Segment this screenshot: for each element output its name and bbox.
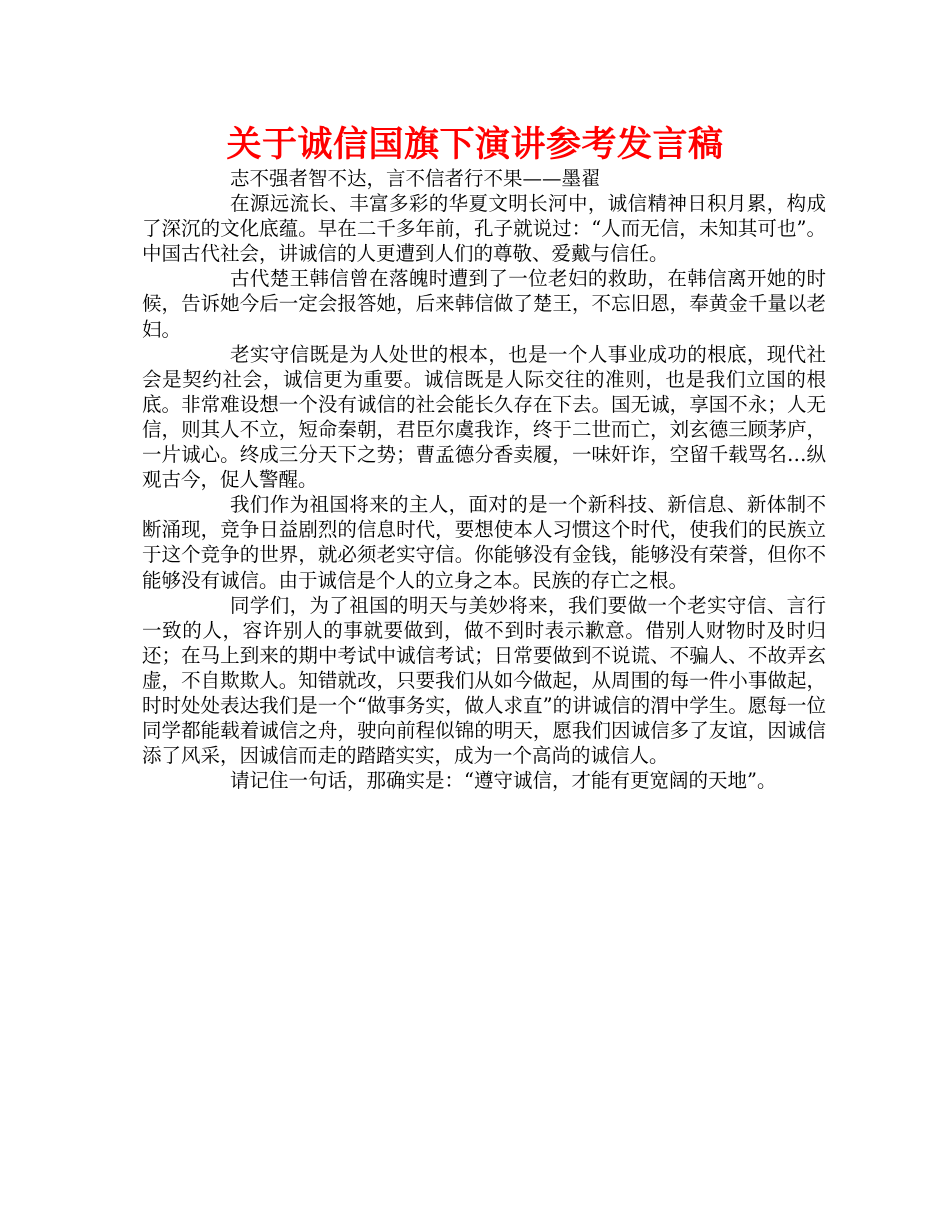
epigraph-paragraph: 志不强者智不达，言不信者行不果——墨翟 (230, 167, 601, 190)
body-paragraph: 古代楚王韩信曾在落魄时遭到了一位老妇的救助，在韩信离开她的时候，告诉她今后一定会报答她，后来韩信做了楚王，不忘旧恩，奉黄金千量以老妇。 (142, 267, 826, 341)
body-paragraph: 老实守信既是为人处世的根本，也是一个人事业成功的根底，现代社会是契约社会，诚信更为重要。诚信既是人际交往的准则，也是我们立国的根底。非常难设想一个没有诚信的社会能长久存在下去。国无诚，享国不永；人无信，则其人不立，短命秦朝，君臣尔虞我诈，终于二世而亡，刘玄德三顾茅庐，一片诚心。终成三分天下之势；曹孟德分香卖履，一味奸诈，空留千载骂名…纵观古今，促人警醒。 (142, 342, 826, 492)
document-title: 关于诚信国旗下演讲参考发言稿 (226, 125, 724, 165)
body-paragraph: 同学们，为了祖国的明天与美妙将来，我们要做一个老实守信、言行一致的人，容许别人的事就要做到，做不到时表示歉意。借别人财物时及时归还；在马上到来的期中考试中诚信考试；日常要做到不说谎、不骗人、不故弄玄虚，不自欺欺人。知错就改，只要我们从如今做起，从周围的每一件小事做起，时时处处表达我们是一个“做事务实，做人求直”的讲诚信的渭中学生。愿每一位同学都能载着诚信之舟，驶向前程似锦的明天，愿我们因诚信多了友谊，因诚信添了风采，因诚信而走的踏踏实实，成为一个高尚的诚信人。 (142, 593, 826, 768)
document-body (142, 166, 826, 793)
body-paragraph: 在源远流长、丰富多彩的华夏文明长河中，诚信精神日积月累，构成了深沉的文化底蕴。早在二千多年前，孔子就说过：“人而无信，未知其可也”。中国古代社会，讲诚信的人更遭到人们的尊敬、爱戴与信任。 (142, 192, 826, 266)
closing-paragraph: 请记住一句话，那确实是：“遵守诚信，才能有更宽阔的天地”。 (230, 769, 777, 793)
body-paragraph: 我们作为祖国将来的主人，面对的是一个新科技、新信息、新体制不断涌现，竞争日益剧烈的信息时代，要想使本人习惯这个时代，使我们的民族立于这个竞争的世界，就必须老实守信。你能够没有金钱，能够没有荣誉，但你不能够没有诚信。由于诚信是个人的立身之本。民族的存亡之根。 (142, 493, 826, 592)
